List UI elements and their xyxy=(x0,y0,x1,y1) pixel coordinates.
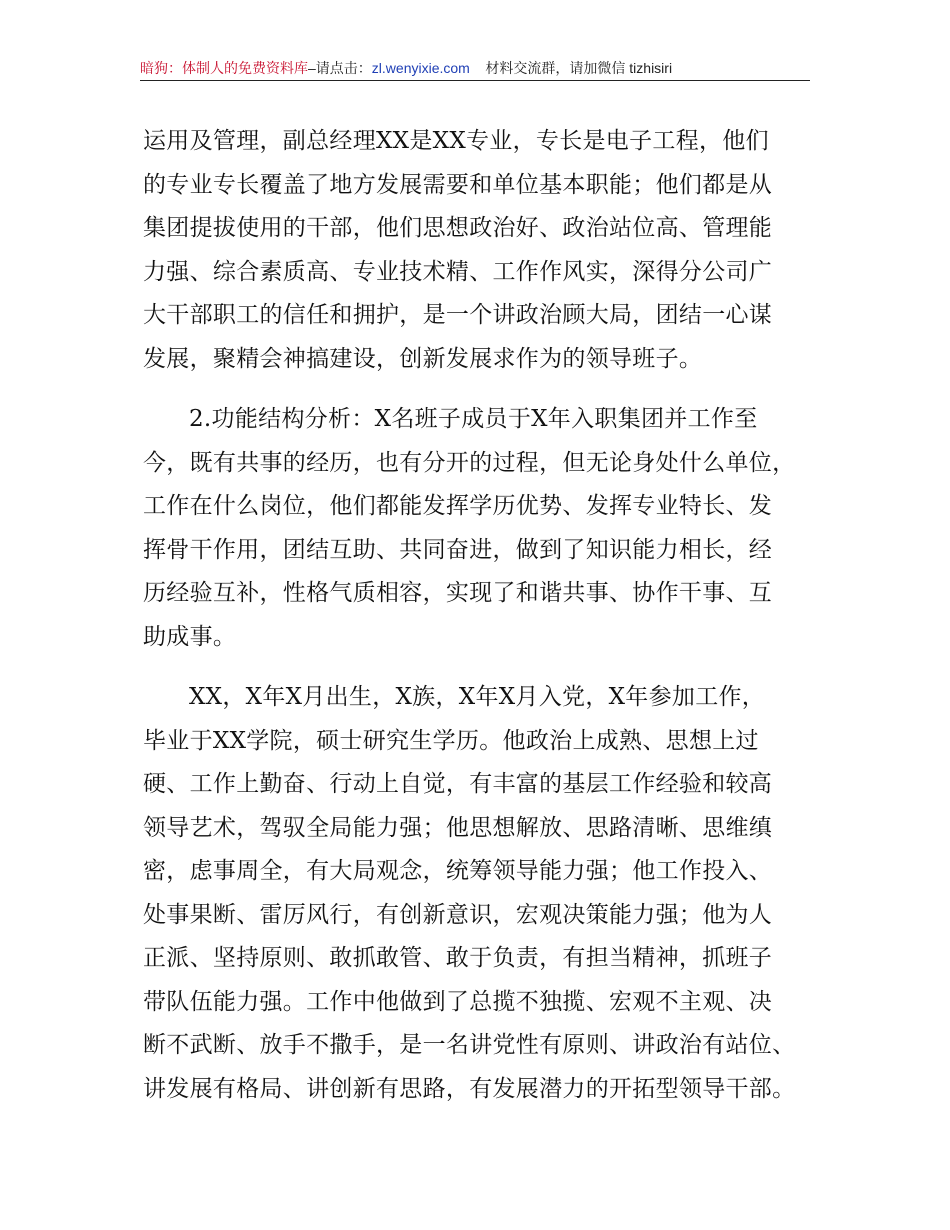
text-line: 毕业于XX学院，硕士研究生学历。他政治上成熟、思想上过 xyxy=(143,727,759,754)
page-header xyxy=(140,58,810,81)
text-line: 正派、坚持原则、敢抓敢管、敢于负责，有担当精神，抓班子 xyxy=(143,945,773,971)
header-prompt: –请点击： xyxy=(308,60,372,76)
text-line: 发展，聚精会神搞建设，创新发展求作为的领导班子。 xyxy=(143,345,703,372)
text-line: 历经验互补，性格气质相容，实现了和谐共事、协作干事、互 xyxy=(143,580,773,606)
paragraph-2 xyxy=(143,398,823,659)
text-line: 带队伍能力强。工作中他做到了总揽不独揽、宏观不主观、决 xyxy=(143,988,773,1015)
text-line: 讲发展有格局、讲创新有思路，有发展潜力的开拓型领导干部。 xyxy=(143,1075,796,1102)
text-line: 领导艺术，驾驭全局能力强；他思想解放、思路清晰、思维缜 xyxy=(143,814,773,841)
text-line: 2.功能结构分析：X名班子成员于X年入职集团并工作至 xyxy=(189,406,758,432)
text-line: 今，既有共事的经历，也有分开的过程，但无论身处什么单位， xyxy=(143,449,796,476)
text-line: 断不武断、放手不撒手，是一名讲党性有原则、讲政治有站位、 xyxy=(143,1032,796,1058)
paragraph-spacer xyxy=(143,381,823,398)
text-line: 工作在什么岗位，他们都能发挥学历优势、发挥专业特长、发 xyxy=(143,493,773,519)
document-body xyxy=(143,120,823,1111)
paragraph-1 xyxy=(143,120,823,381)
header-contact: 材料交流群，请加微信 tizhisiri xyxy=(485,60,673,76)
text-line: 助成事。 xyxy=(143,623,237,650)
text-line: 处事果断、雷厉风行，有创新意识，宏观决策能力强；他为人 xyxy=(143,901,773,928)
header-label: 暗狗：体制人的免费资料库 xyxy=(140,60,308,76)
text-line: 力强、综合素质高、专业技术精、工作作风实，深得分公司广 xyxy=(143,258,773,285)
paragraph-3 xyxy=(143,676,823,1111)
text-line: XX，X年X月出生，X族，X年X月入党，X年参加工作， xyxy=(189,684,766,710)
text-line: 密，虑事周全，有大局观念，统筹领导能力强；他工作投入、 xyxy=(143,858,773,884)
text-line: 集团提拔使用的干部，他们思想政治好、政治站位高、管理能 xyxy=(143,215,773,241)
text-line: 挥骨干作用，团结互助、共同奋进，做到了知识能力相长，经 xyxy=(143,536,773,563)
paragraph-spacer xyxy=(143,659,823,676)
header-url-link[interactable]: zl.wenyixie.com xyxy=(371,60,470,76)
text-line: 运用及管理，副总经理XX是XX专业，专长是电子工程，他们 xyxy=(143,128,769,154)
text-line: 硬、工作上勤奋、行动上自觉，有丰富的基层工作经验和较高 xyxy=(143,771,773,797)
text-line: 大干部职工的信任和拥护，是一个讲政治顾大局，团结一心谋 xyxy=(143,302,773,328)
text-line: 的专业专长覆盖了地方发展需要和单位基本职能；他们都是从 xyxy=(143,171,773,198)
